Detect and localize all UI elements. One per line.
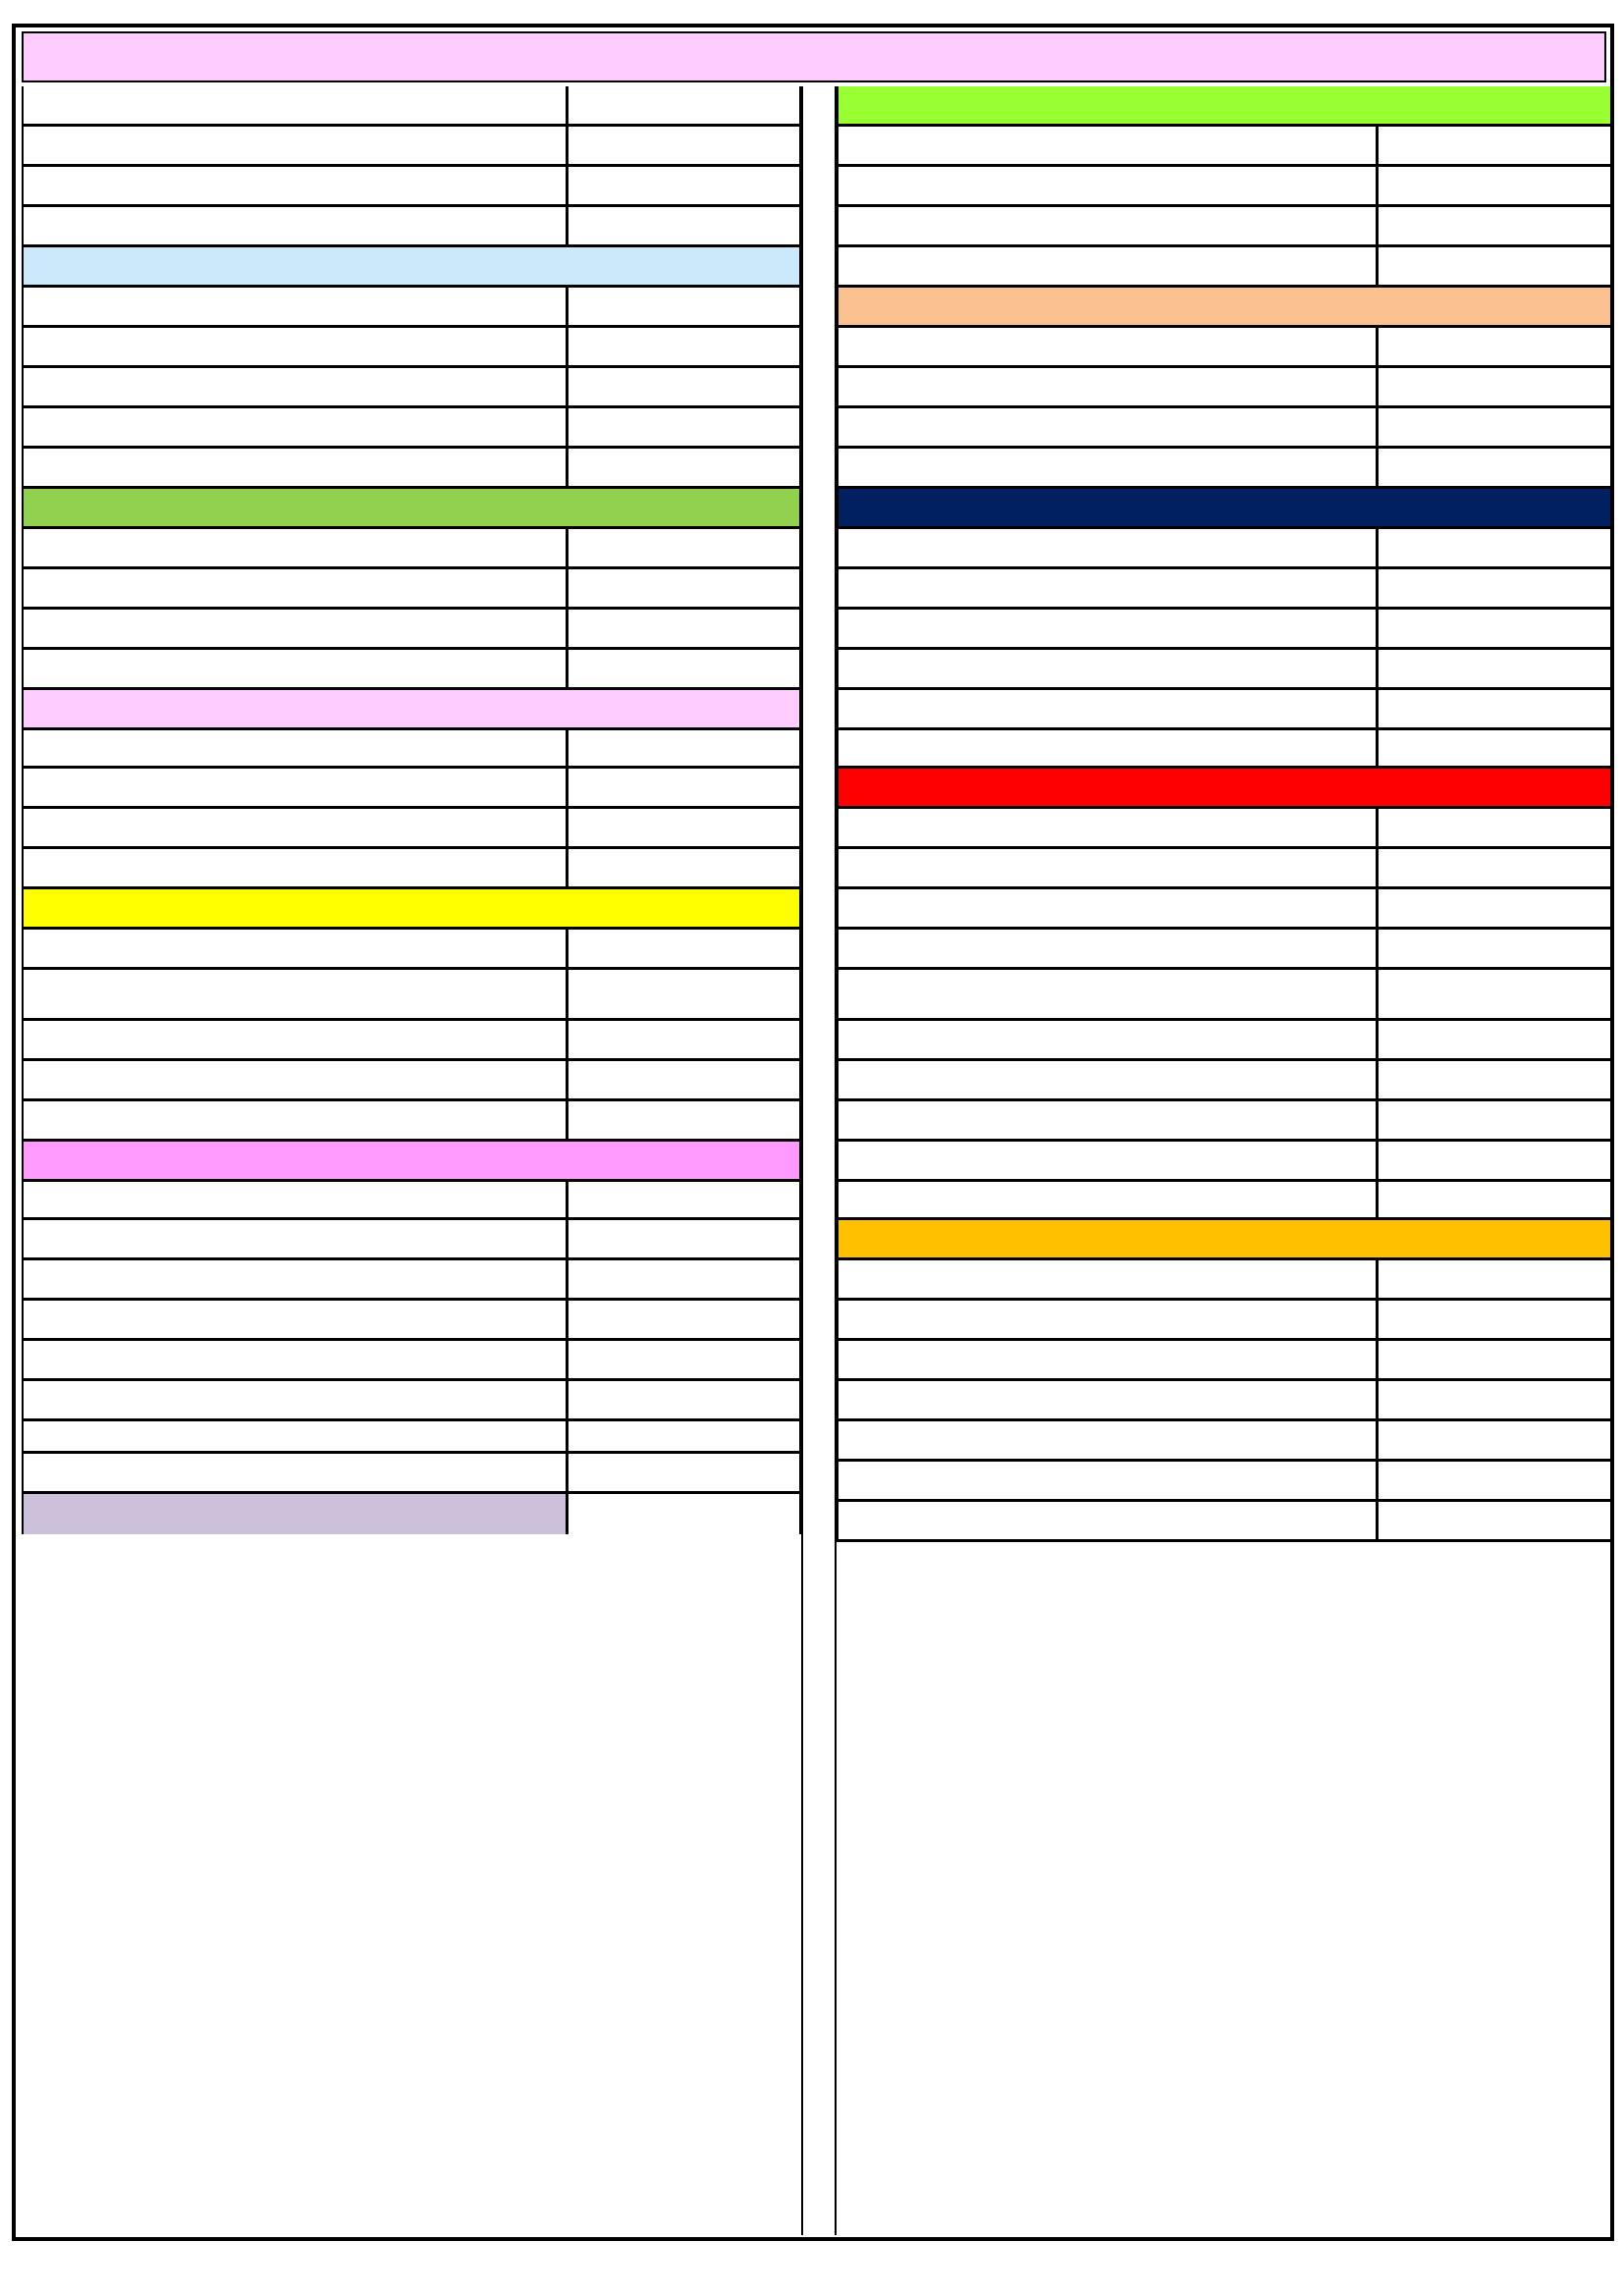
service-price <box>1379 849 1610 886</box>
service-name <box>24 1381 568 1418</box>
service-price <box>568 569 799 607</box>
service-name <box>839 247 1379 285</box>
price-row <box>839 569 1610 610</box>
price-row <box>839 849 1610 889</box>
service-price <box>568 1220 799 1257</box>
page-title <box>22 31 1606 82</box>
service-name <box>839 690 1379 727</box>
service-name <box>839 1021 1379 1058</box>
price-row <box>24 1454 799 1494</box>
service-name <box>24 610 568 647</box>
service-name <box>839 408 1379 446</box>
price-row <box>24 167 799 207</box>
price-row <box>839 1421 1610 1462</box>
service-price <box>1379 809 1610 846</box>
service-name <box>24 449 568 486</box>
price-row <box>24 809 799 849</box>
price-row <box>839 970 1610 1021</box>
service-name <box>24 288 568 325</box>
price-row <box>839 809 1610 849</box>
price-row <box>24 288 799 328</box>
price-row <box>839 1381 1610 1421</box>
service-price <box>568 1101 799 1139</box>
service-price <box>568 86 799 124</box>
service-price <box>568 1021 799 1058</box>
price-row <box>839 449 1610 489</box>
price-row <box>24 328 799 368</box>
price-row <box>839 1182 1610 1220</box>
price-row <box>839 1260 1610 1301</box>
service-price <box>568 207 799 244</box>
service-name <box>24 529 568 566</box>
service-price <box>568 610 799 647</box>
service-price <box>1379 1101 1610 1139</box>
service-price <box>1379 970 1610 1018</box>
price-row <box>24 1182 799 1220</box>
service-name <box>24 167 568 204</box>
service-name <box>24 1182 568 1217</box>
price-row <box>24 207 799 247</box>
service-price <box>568 1421 799 1451</box>
service-price <box>568 970 799 1018</box>
service-price <box>1379 1381 1610 1418</box>
service-name <box>839 809 1379 846</box>
service-name <box>24 1301 568 1338</box>
price-row <box>24 368 799 408</box>
service-name <box>24 730 568 766</box>
service-price <box>1379 690 1610 727</box>
service-price <box>568 1341 799 1378</box>
service-price <box>568 1260 799 1298</box>
service-price <box>568 1061 799 1098</box>
service-name <box>24 849 568 886</box>
service-name <box>24 1061 568 1098</box>
service-name <box>24 1260 568 1298</box>
left-column <box>22 86 801 1534</box>
price-row <box>839 408 1610 449</box>
service-name <box>24 1341 568 1378</box>
service-name <box>839 1182 1379 1217</box>
service-name <box>24 1021 568 1058</box>
service-name <box>839 127 1379 164</box>
service-name <box>839 368 1379 405</box>
service-name <box>839 1142 1379 1179</box>
price-row <box>839 1341 1610 1381</box>
section-header <box>839 288 1610 328</box>
service-name <box>839 889 1379 927</box>
service-name <box>24 970 568 1018</box>
service-price <box>1379 569 1610 607</box>
service-price <box>1379 368 1610 405</box>
price-row <box>24 730 799 769</box>
service-price <box>568 328 799 365</box>
price-row <box>24 970 799 1021</box>
service-name <box>24 127 568 164</box>
service-name <box>839 970 1379 1018</box>
price-row <box>24 127 799 167</box>
service-price <box>1379 449 1610 486</box>
service-price <box>1379 1301 1610 1338</box>
price-sheet <box>12 24 1614 2241</box>
price-row <box>839 650 1610 690</box>
price-row <box>839 610 1610 650</box>
price-row <box>839 529 1610 569</box>
price-row <box>839 889 1610 930</box>
price-row <box>839 1142 1610 1182</box>
service-name <box>24 207 568 244</box>
service-price <box>1379 1462 1610 1499</box>
service-name <box>24 650 568 687</box>
price-row <box>24 769 799 809</box>
service-name <box>839 1341 1379 1378</box>
service-name <box>839 167 1379 204</box>
service-price <box>1379 1502 1610 1539</box>
price-row <box>24 449 799 489</box>
price-row <box>839 1101 1610 1142</box>
section-header <box>24 1142 799 1182</box>
section-header <box>24 690 799 730</box>
service-name <box>839 529 1379 566</box>
price-row <box>24 1381 799 1421</box>
service-price <box>1379 1421 1610 1459</box>
service-name <box>24 809 568 846</box>
service-price <box>568 930 799 967</box>
price-row <box>24 610 799 650</box>
service-price <box>568 1381 799 1418</box>
service-name <box>839 730 1379 766</box>
price-row <box>839 1301 1610 1341</box>
price-row <box>24 1421 799 1454</box>
service-name <box>839 569 1379 607</box>
section-header <box>839 769 1610 809</box>
service-price <box>1379 1061 1610 1098</box>
price-row <box>839 730 1610 769</box>
price-row <box>839 368 1610 408</box>
section-header <box>24 247 799 288</box>
service-name <box>839 1381 1379 1418</box>
price-row <box>839 247 1610 288</box>
service-price <box>1379 408 1610 446</box>
price-row <box>839 1462 1610 1502</box>
price-row <box>24 569 799 610</box>
service-name <box>839 849 1379 886</box>
service-price <box>1379 328 1610 365</box>
price-row <box>24 1021 799 1061</box>
service-name <box>24 1220 568 1257</box>
service-price <box>1379 889 1610 927</box>
service-price <box>568 288 799 325</box>
service-name <box>24 86 568 124</box>
service-name <box>839 1260 1379 1298</box>
service-price <box>1379 1260 1610 1298</box>
service-name <box>24 368 568 405</box>
service-name <box>839 610 1379 647</box>
service-price <box>568 127 799 164</box>
price-row <box>24 1061 799 1101</box>
section-header <box>839 1220 1610 1260</box>
footer-price-cell <box>568 1494 799 1534</box>
service-price <box>568 650 799 687</box>
service-price <box>1379 610 1610 647</box>
section-header <box>24 889 799 930</box>
service-price <box>1379 730 1610 766</box>
service-name <box>839 1502 1379 1539</box>
price-row <box>839 1061 1610 1101</box>
service-name <box>839 328 1379 365</box>
service-name <box>839 1301 1379 1338</box>
service-name <box>839 1462 1379 1499</box>
price-row <box>839 1021 1610 1061</box>
service-name <box>24 408 568 446</box>
service-name <box>839 1061 1379 1098</box>
service-name <box>839 650 1379 687</box>
column-gap <box>801 86 837 2235</box>
service-name <box>24 328 568 365</box>
service-name <box>24 1454 568 1491</box>
service-price <box>568 1301 799 1338</box>
section-header <box>24 489 799 529</box>
price-row <box>839 207 1610 247</box>
price-row <box>839 690 1610 730</box>
section-header <box>839 86 1610 127</box>
price-row <box>24 529 799 569</box>
service-name <box>839 207 1379 244</box>
price-row <box>24 1301 799 1341</box>
service-name <box>839 930 1379 967</box>
footer-row <box>24 1494 799 1534</box>
service-price <box>568 849 799 886</box>
service-name <box>24 1421 568 1451</box>
service-price <box>568 1454 799 1491</box>
clinic-name <box>24 1494 568 1534</box>
service-price <box>568 167 799 204</box>
service-price <box>568 730 799 766</box>
service-name <box>839 1101 1379 1139</box>
service-price <box>1379 207 1610 244</box>
service-price <box>1379 167 1610 204</box>
service-price <box>568 769 799 806</box>
price-row <box>24 408 799 449</box>
service-name <box>24 1101 568 1139</box>
service-name <box>839 1421 1379 1459</box>
service-price <box>1379 1021 1610 1058</box>
service-price <box>1379 1341 1610 1378</box>
service-price <box>1379 247 1610 285</box>
price-row <box>839 1502 1610 1542</box>
section-header <box>839 489 1610 529</box>
price-row <box>839 328 1610 368</box>
service-price <box>1379 650 1610 687</box>
price-row <box>24 849 799 889</box>
service-price <box>1379 930 1610 967</box>
service-price <box>568 449 799 486</box>
service-price <box>568 529 799 566</box>
price-row <box>24 930 799 970</box>
price-row <box>839 167 1610 207</box>
service-name <box>24 569 568 607</box>
price-row <box>24 1260 799 1301</box>
service-price <box>1379 529 1610 566</box>
service-name <box>839 449 1379 486</box>
price-row <box>839 930 1610 970</box>
price-row <box>24 86 799 127</box>
service-name <box>24 769 568 806</box>
price-row <box>24 650 799 690</box>
service-price <box>568 408 799 446</box>
price-row <box>24 1101 799 1142</box>
price-row <box>839 127 1610 167</box>
service-price <box>568 809 799 846</box>
service-price <box>1379 127 1610 164</box>
service-price <box>1379 1182 1610 1217</box>
price-row <box>24 1220 799 1260</box>
service-price <box>568 1182 799 1217</box>
price-row <box>24 1341 799 1381</box>
right-column <box>837 86 1612 1542</box>
service-name <box>24 930 568 967</box>
service-price <box>1379 1142 1610 1179</box>
service-price <box>568 368 799 405</box>
